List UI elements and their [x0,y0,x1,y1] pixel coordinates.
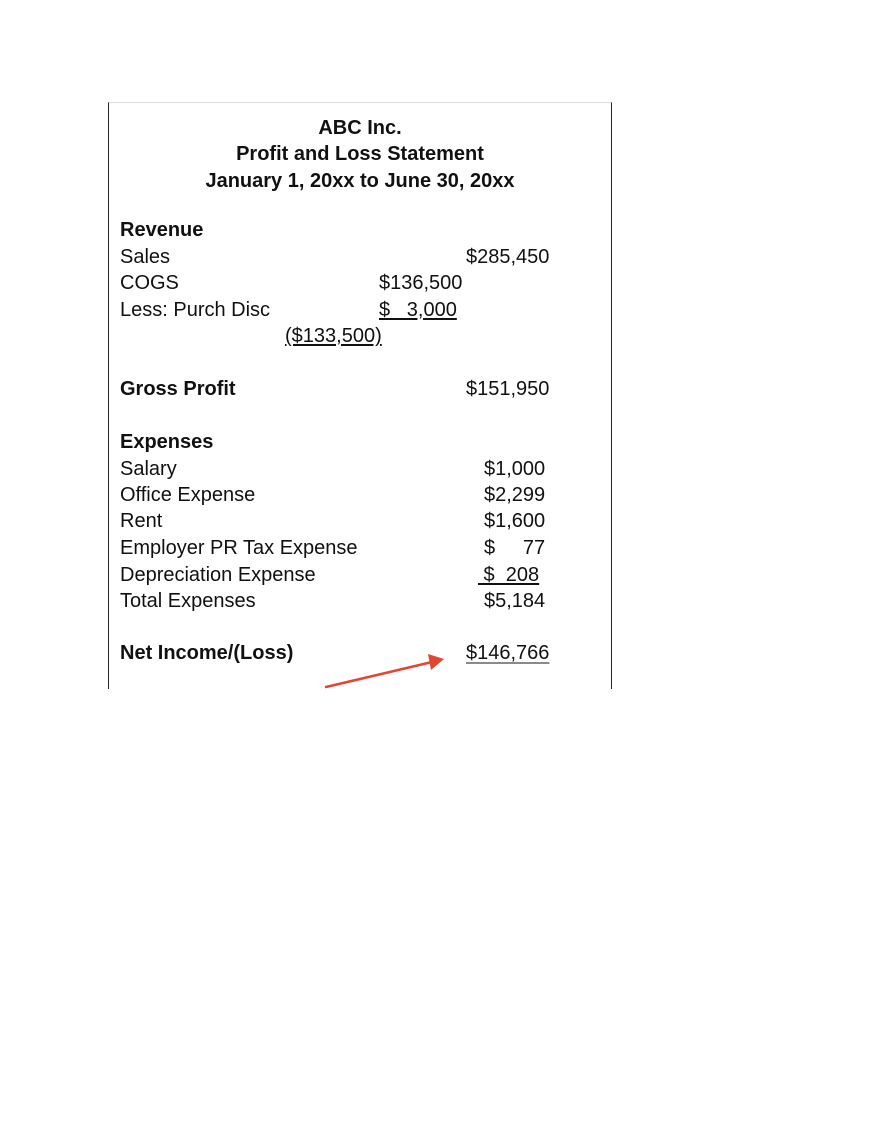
sales-label: Sales [120,246,171,268]
cogs-label: COGS [120,272,179,294]
statement-title: Profit and Loss Statement [236,143,484,165]
expense-label-office: Office Expense [120,484,256,506]
arrow-shaft [326,662,432,687]
expense-value-depreciation: $ 208 [478,564,540,586]
statement-period: January 1, 20xx to June 30, 20xx [205,170,515,192]
company-name: ABC Inc. [318,117,402,139]
expense-label-pr-tax: Employer PR Tax Expense [120,537,358,559]
total-expenses-label: Total Expenses [120,590,256,612]
purch-disc-label: Less: Purch Disc [120,299,271,321]
expense-label-rent: Rent [120,510,163,532]
expense-value-rent: $1,600 [484,510,546,532]
expense-label-depreciation: Depreciation Expense [120,564,316,586]
arrow-head [428,654,444,670]
expense-label-salary: Salary [120,458,177,480]
expense-value-pr-tax: $ 77 [484,537,546,559]
net-income-value: $146,766 [466,642,550,664]
total-expenses-value: $5,184 [484,590,546,612]
purch-disc-value: $ 3,000 [379,299,457,321]
sales-value: $285,450 [466,246,550,268]
cogs-value: $136,500 [379,272,463,294]
gross-profit-label: Gross Profit [120,378,236,400]
gross-profit-value: $151,950 [466,378,550,400]
expense-value-salary: $1,000 [484,458,546,480]
revenue-heading: Revenue [120,219,204,241]
net-cogs-value: ($133,500) [285,325,382,347]
expenses-heading: Expenses [120,431,214,453]
net-income-label: Net Income/(Loss) [120,642,294,664]
expense-value-office: $2,299 [484,484,546,506]
